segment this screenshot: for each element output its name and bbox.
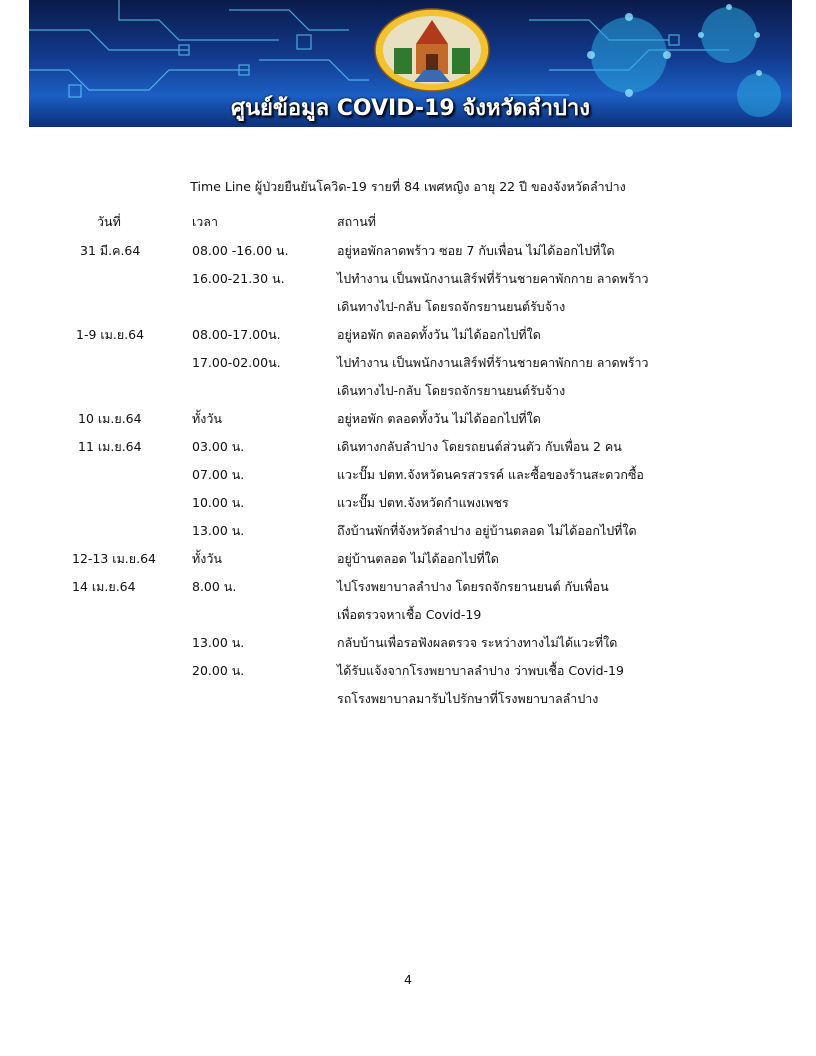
header-banner xyxy=(29,0,792,127)
row-time: 08.00-17.00น. xyxy=(192,327,281,342)
row-time: 16.00-21.30 น. xyxy=(192,271,285,286)
row-time: ทั้งวัน xyxy=(192,411,222,426)
page-title: Time Line ผู้ป่วยยืนยันโควิด-19 รายที่ 84 เพศหญิง อายุ 22 ปี ของจังหวัดลำปาง xyxy=(190,179,626,194)
row-place: เดินทางไป-กลับ โดยรถจักรยานยนต์รับจ้าง xyxy=(337,299,566,314)
row-time: 8.00 น. xyxy=(192,579,237,594)
row-date: 10 เม.ย.64 xyxy=(78,411,142,426)
row-date: 31 มี.ค.64 xyxy=(80,243,141,258)
row-place: ได้รับแจ้งจากโรงพยาบาลลำปาง ว่าพบเชื้อ Covid-19 xyxy=(337,663,624,678)
row-place: เพื่อตรวจหาเชื้อ Covid-19 xyxy=(337,607,482,622)
row-place: อยู่หอพัก ตลอดทั้งวัน ไม่ได้ออกไปที่ใด xyxy=(337,411,541,426)
row-time: 13.00 น. xyxy=(192,635,245,650)
column-header-date: วันที่ xyxy=(97,214,121,229)
lampang-provincial-seal-icon xyxy=(374,8,490,92)
row-place: กลับบ้านเพื่อรอฟังผลตรวจ ระหว่างทางไม่ได้แวะที่ใด xyxy=(337,635,618,650)
column-header-place: สถานที่ xyxy=(337,214,377,229)
row-place: ไปทำงาน เป็นพนักงานเสิร์ฟที่ร้านชายคาพักกาย ลาดพร้าว xyxy=(337,271,649,286)
row-time: 07.00 น. xyxy=(192,467,245,482)
row-date: 12-13 เม.ย.64 xyxy=(72,551,156,566)
row-date: 14 เม.ย.64 xyxy=(72,579,136,594)
row-place: แวะปั๊ม ปตท.จังหวัดนครสวรรค์ และซื้อของร้านสะดวกซื้อ xyxy=(337,467,644,482)
row-place: อยู่หอพักลาดพร้าว ซอย 7 กับเพื่อน ไม่ได้ออกไปที่ใด xyxy=(337,243,615,258)
row-time: 13.00 น. xyxy=(192,523,245,538)
row-date: 1-9 เม.ย.64 xyxy=(76,327,145,342)
banner-title: ศูนย์ข้อมูล COVID-19 จังหวัดลำปาง xyxy=(230,96,590,121)
row-time: 17.00-02.00น. xyxy=(192,355,281,370)
page-number: 4 xyxy=(404,972,412,987)
row-place: แวะปั๊ม ปตท.จังหวัดกำแพงเพชร xyxy=(337,495,509,510)
row-place: ไปทำงาน เป็นพนักงานเสิร์ฟที่ร้านชายคาพักกาย ลาดพร้าว xyxy=(337,355,649,370)
column-header-time: เวลา xyxy=(192,214,218,229)
row-place: เดินทางไป-กลับ โดยรถจักรยานยนต์รับจ้าง xyxy=(337,383,566,398)
row-place: รถโรงพยาบาลมารับไปรักษาที่โรงพยาบาลลำปาง xyxy=(337,691,599,706)
row-time: ทั้งวัน xyxy=(192,551,222,566)
row-place: เดินทางกลับลำปาง โดยรถยนต์ส่วนตัว กับเพื่อน 2 คน xyxy=(337,439,622,454)
row-place: อยู่หอพัก ตลอดทั้งวัน ไม่ได้ออกไปที่ใด xyxy=(337,327,541,342)
row-time: 08.00 -16.00 น. xyxy=(192,243,289,258)
row-place: ถึงบ้านพักที่จังหวัดลำปาง อยู่บ้านตลอด ไม่ได้ออกไปที่ใด xyxy=(337,523,637,538)
row-time: 10.00 น. xyxy=(192,495,245,510)
row-time: 20.00 น. xyxy=(192,663,245,678)
row-place: อยู่บ้านตลอด ไม่ได้ออกไปที่ใด xyxy=(337,551,499,566)
row-date: 11 เม.ย.64 xyxy=(78,439,142,454)
row-time: 03.00 น. xyxy=(192,439,245,454)
row-place: ไปโรงพยาบาลลำปาง โดยรถจักรยานยนต์ กับเพื่อน xyxy=(337,579,609,594)
